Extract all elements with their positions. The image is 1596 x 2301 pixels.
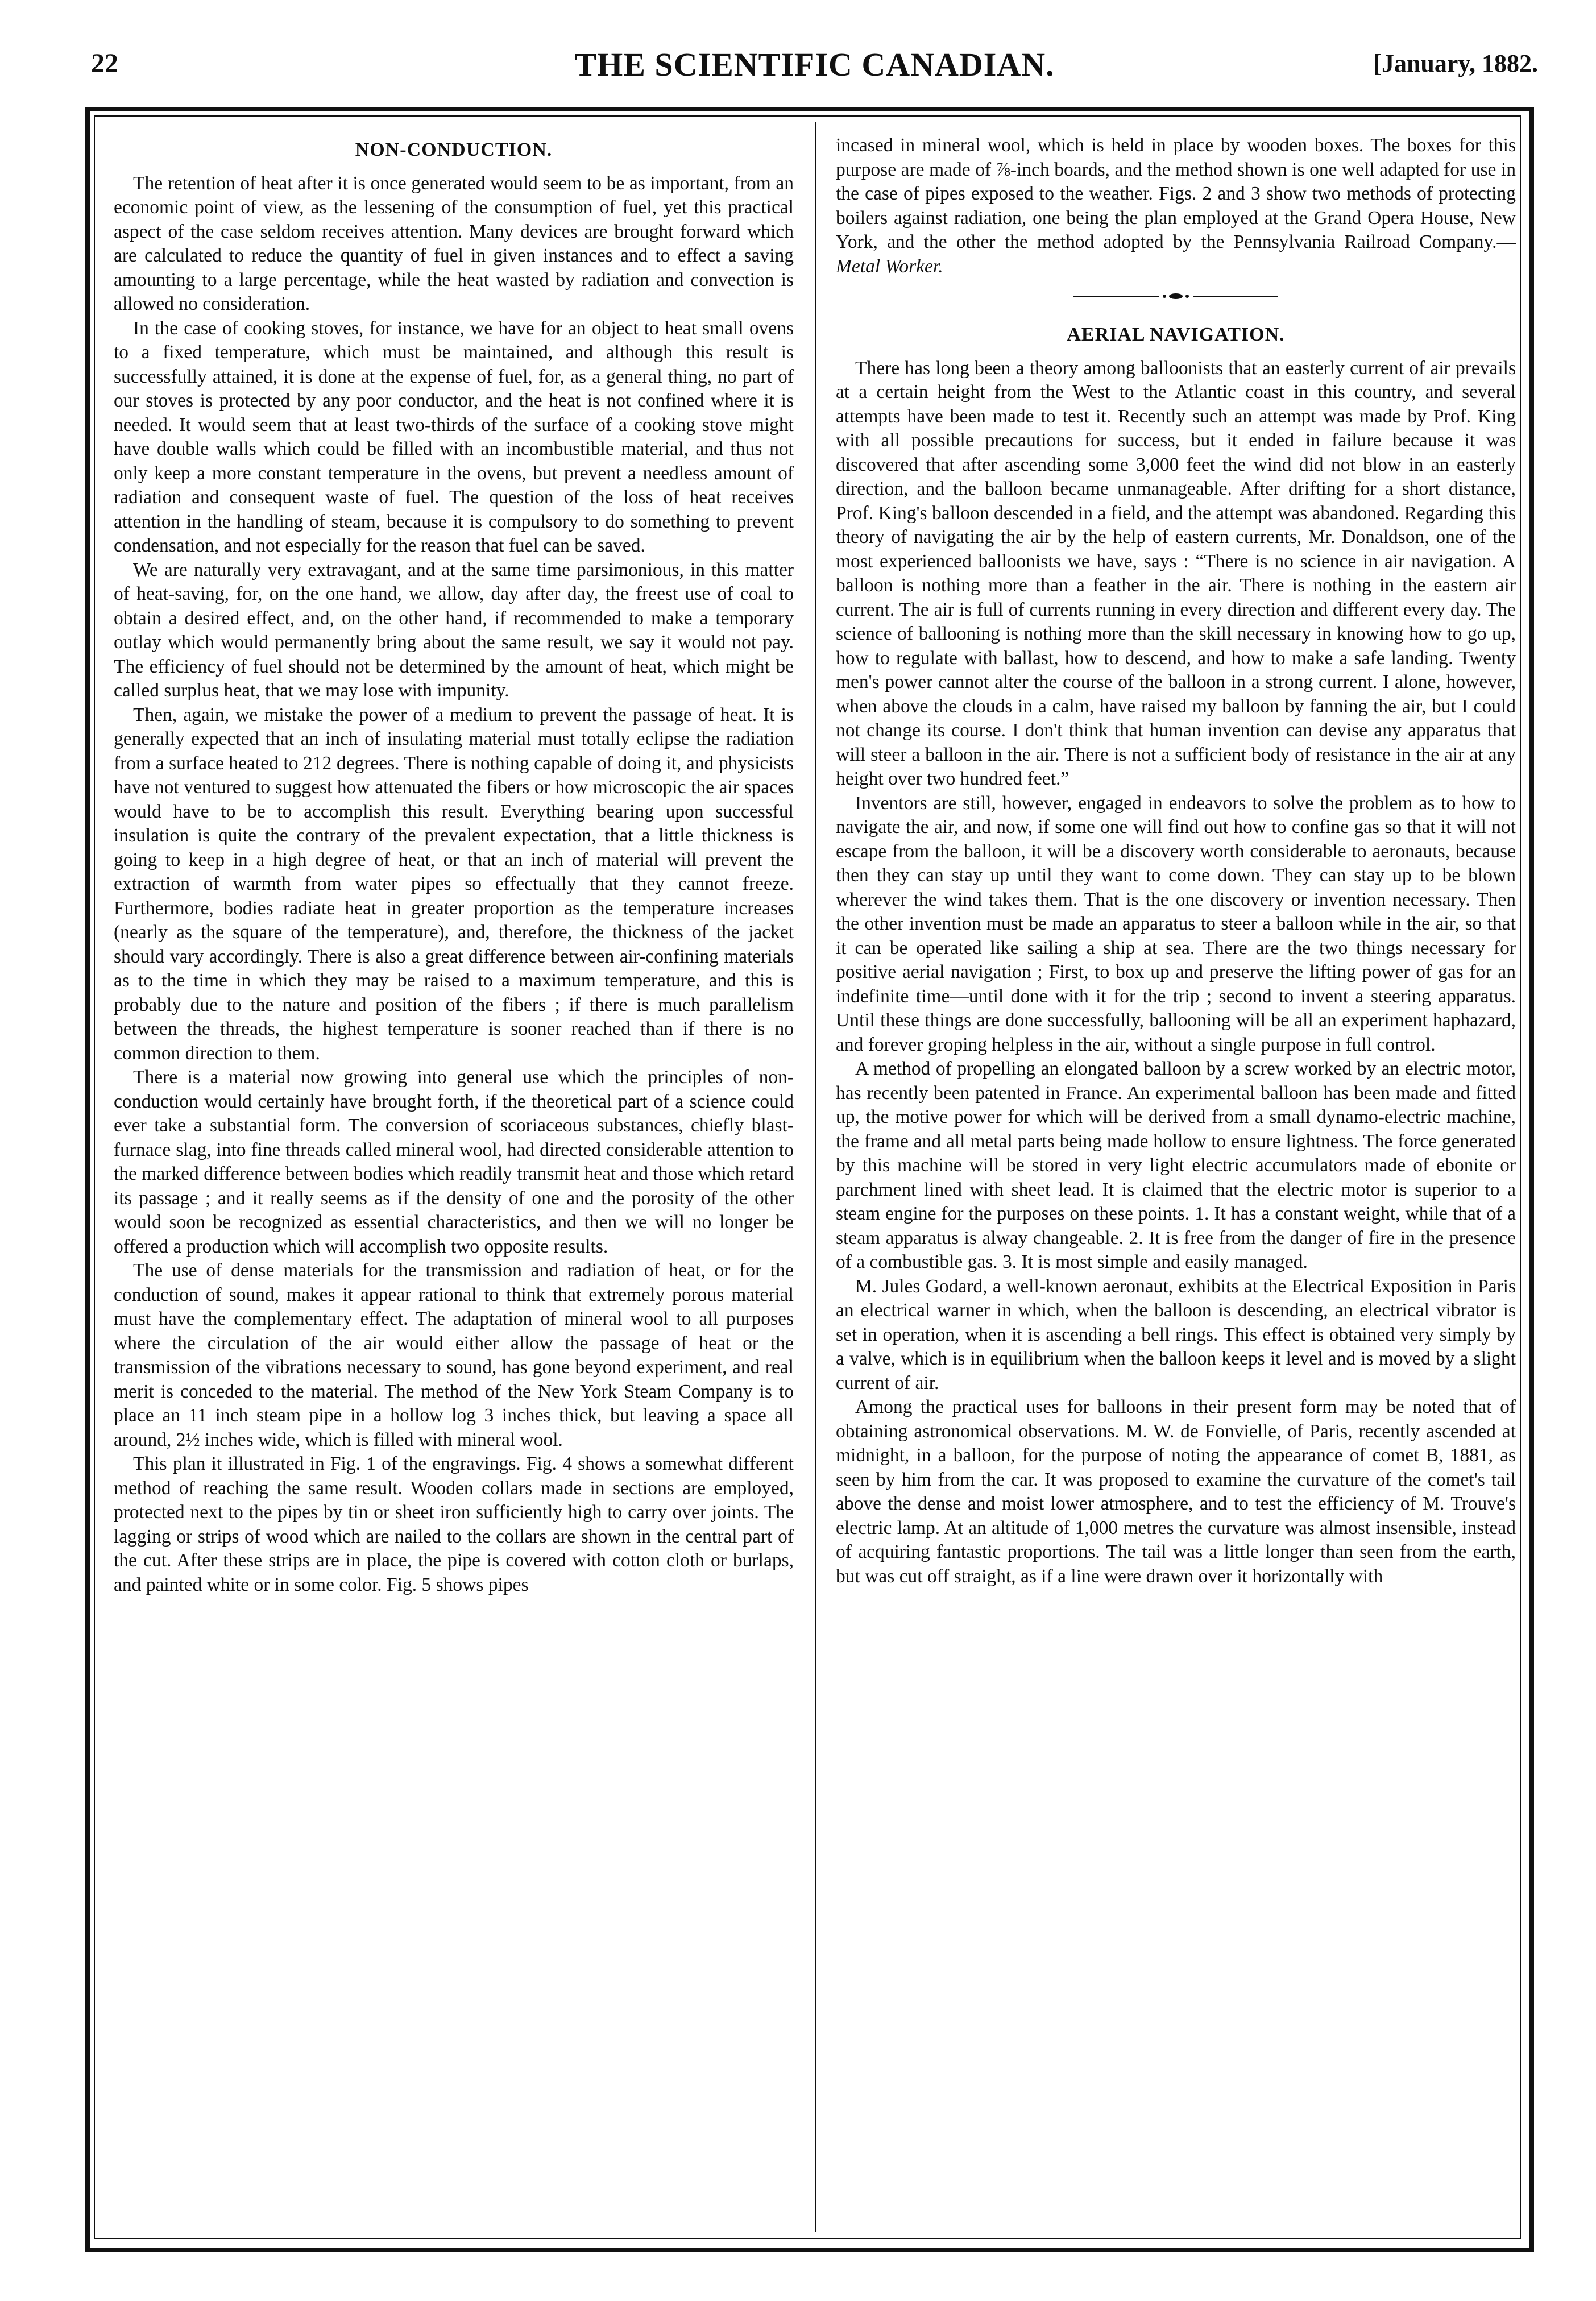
article-paragraph: There is a material now growing into general use which the principles of non-conduction would certainly have brought forth, if the theoretical part of a science could ever take a substantial form. The conversion of scoriaceous substances, chiefly blast-furnace slag, into fine threads called mineral wool, had directed considerable attention to the marked difference between bodies which readily transmit heat and those which retard its passage ; and it really seems as if the density of one and the porosity of the other would soon be recognized as essential characteristics, and then we will no longer be offered a production which will accomplish two opposite results. xyxy=(114,1067,794,1257)
section-divider-ornament xyxy=(1073,288,1278,305)
article-paragraph: In the case of cooking stoves, for instance, we have for an object to heat small ovens to a fixed temperature, which must be maintained, and although this result is successfully attained, it is done at the expense of fuel, for, as a general thing, no part of our stoves is protected by any poor conductor, and the heat is not confined where it is needed. It would seem that at least two-thirds of the surface of a cooking stove might have double walls which could be filled with an incombustible material, and thus not only keep a more constant temperature in the ovens, but prevent a needless amount of radiation and consequent waste of fuel. The question of the loss of heat receives attention in the handling of steam, because it is compulsory to do something to prevent condensation, and not especially for the reason that fuel can be saved. xyxy=(114,317,794,556)
article-paragraph: The use of dense materials for the transmission and radiation of heat, or for the conduction of sound, makes it appear rational to think that extremely porous material must have the complementary effect. The adaptation of mineral wool to all purposes where the circulation of the air would either allow the passage of heat or the transmission of the vibrations necessary to sound, has gone beyond experiment, and real merit is conceded to the material. The method of the New York Steam Company is to place an 11 inch steam pipe in a hollow log 3 inches thick, but leaving a space all around, 2½ inches wide, which is filled with mineral wool. xyxy=(114,1260,794,1450)
article-paragraph: We are naturally very extravagant, and at the same time parsimonious, in this matter of heat-saving, for, on the one hand, we allow, day after day, the freest use of coal to obtain a desired effect, and, on the other hand, if recommended to make a temporary outlay which would permanently bring about the same result, we say it would not pay. The efficiency of fuel should not be determined by the amount of heat, which might be called surplus heat, that we may lose with impunity. xyxy=(114,559,794,701)
issue-date: [January, 1882. xyxy=(1373,49,1538,77)
right-column xyxy=(836,134,1516,2226)
article-title-non-conduction: NON-CONDUCTION. xyxy=(355,139,553,160)
journal-title: THE SCIENTIFIC CANADIAN. xyxy=(574,46,1055,83)
column-divider xyxy=(815,122,816,2232)
source-credit: Metal Worker. xyxy=(836,255,943,277)
running-head xyxy=(91,45,1538,85)
article-paragraph: A method of propelling an elongated balloon by a screw worked by an electric motor, has recently been patented in France. An experimental balloon has been made and fitted up, the motive power for which will be derived from a small dynamo-electric machine, the frame and all metal parts being made hollow to ensure lightness. The force generated by this machine will be stored in very light electric accumulators made of ebonite or parchment lined with sheet lead. It is claimed that the electric motor is superior to a steam engine for the purposes on these points. 1. It has a constant weight, while that of a steam apparatus is alway changeable. 2. It is free from the danger of fire in the presence of a combustible gas. 3. It is most simple and easily managed. xyxy=(836,1058,1516,1272)
article-paragraph: Among the practical uses for balloons in their present form may be noted that of obtaining astronomical observations. M. W. de Fonvielle, of Paris, recently ascended at midnight, in a balloon, for the purpose of noting the appearance of comet B, 1881, as seen by him from the car. It was proposed to examine the curvature of the comet's tail above the dense and moist lower atmosphere, and to test the efficiency of M. Trouve's electric lamp. At an altitude of 1,000 metres the curvature was almost insensible, instead of acquiring fantastic proportions. The tail was a little longer than seen from the earth, but was cut off straight, as if a line were drawn over it horizontally with xyxy=(836,1396,1516,1587)
page-number: 22 xyxy=(91,48,118,78)
article-paragraph: This plan it illustrated in Fig. 1 of the engravings. Fig. 4 shows a somewhat different method of reaching the same result. Wooden collars made in sections are employed, protected next to the pipes by tin or sheet iron sufficiently high to carry over joints. The lagging or strips of wood which are nailed to the collars are shown in the central part of the cut. After these strips are in place, the pipe is covered with cotton cloth or burlaps, and painted white or in some color. Fig. 5 shows pipes xyxy=(114,1453,794,1595)
article-title-aerial-navigation: AERIAL NAVIGATION. xyxy=(1067,324,1285,345)
continuation-text: incased in mineral wool, which is held in place by wooden boxes. The boxes for this purpose are made of ⅞-inch boards, and the method shown is one well adapted for use in the case of pipes exposed to the weather. Figs. 2 and 3 show two methods of protecting boilers against radiation, one being the plan employed at the Grand Opera House, New York, and the other the method adopted by the Pennsylvania Railroad Company.— xyxy=(836,135,1516,252)
article-paragraph: There has long been a theory among balloonists that an easterly current of air prevails at a certain height from the West to the Atlantic coast in this country, and several attempts have been made to test it. Recently such an attempt was made by Prof. King with all possible precautions for success, but it ended in failure because it was discovered that after ascending some 3,000 feet the wind did not blow in an easterly direction, and the balloon became unmanageable. After drifting for a short distance, Prof. King's balloon descended in a field, and the attempt was abandoned. Regarding this theory of navigating the air by the help of eastern currents, Mr. Donaldson, one of the most experienced balloonists we have, says : “There is no science in air navigation. A balloon is nothing more than a feather in the air. There is nothing in the eastern air current. The air is full of currents running in every direction and different every day. The science of ballooning is nothing more than the skill necessary in knowing how to go up, how to regulate with ballast, how to descend, and how to make a safe landing. Twenty men's power cannot alter the course of the balloon in a strong current. I alone, however, when above the clouds in a calm, have raised my balloon by fanning the air, but I could not change its course. I don't think that human invention can devise any apparatus that will steer a balloon in the air. There is not a sufficient body of resistance in the air at any height over two hundred feet.” xyxy=(836,357,1516,789)
article-continuation xyxy=(836,134,1516,279)
article-paragraph: M. Jules Godard, a well-known aeronaut, exhibits at the Electrical Exposition in Paris an electrical warner in which, when the balloon is descending, an electrical vibrator is set in operation, when it is ascending a bell rings. This effect is obtained very simply by a valve, which is in equilibrium when the balloon keeps it level and is moved by a slight current of air. xyxy=(836,1275,1516,1394)
article-paragraph: Inventors are still, however, engaged in endeavors to solve the problem as to how to navigate the air, and now, if some one will find out how to confine gas so that it will not escape from the balloon, it will be a discovery worth considerable to aeronauts, because then they can stay up until they want to come down. They can stay up to be blown wherever the wind takes them. That is the one discovery or invention necessary. Then the other invention must be made an apparatus to steer a balloon while in the air, so that it can be operated like sailing a ship at sea. There are the two things necessary for positive aerial navigation ; First, to box up and preserve the lifting power of gas for an indefinite time—until done with it for the trip ; second to invent a steering apparatus. Until these things are done successfully, ballooning will be all an experiment haphazard, and forever groping helpless in the air, without a single purpose in full control. xyxy=(836,792,1516,1055)
article-paragraph: The retention of heat after it is once generated would seem to be as important, from an economic point of view, as the lessening of the consumption of fuel, yet this practical aspect of the case seldom receives attention. Many devices are brought forward which are calculated to reduce the quantity of fuel in given instances and to effect a saving amounting to a large percentage, while the heat wasted by radiation and convection is allowed no consideration. xyxy=(114,172,794,314)
left-column xyxy=(114,134,794,2226)
article-paragraph: Then, again, we mistake the power of a medium to prevent the passage of heat. It is generally expected that an inch of insulating material must totally eclipse the radiation from a surface heated to 212 degrees. There is nothing capable of doing it, and physicists have not ventured to suggest how attenuated the fibers or how microscopic the air spaces would have to be to accomplish this result. Everything bearing upon successful insulation is quite the contrary of the prevalent expectation, that a little thickness is going to keep in a high degree of heat, or that an inch of material will prevent the extraction of warmth from water pipes so effectually that they cannot freeze. Furthermore, bodies radiate heat in greater proportion as the temperature increases (nearly as the square of the temperature), and, therefore, the thickness of the jacket should vary accordingly. There is also a great difference between air-confining materials as to the time in which they may be raised to a maximum temperature, and this is probably due to the nature and position of the fibers ; if there is much parallelism between the threads, the highest temperature is sooner reached than if there is no common direction to them. xyxy=(114,704,794,1064)
